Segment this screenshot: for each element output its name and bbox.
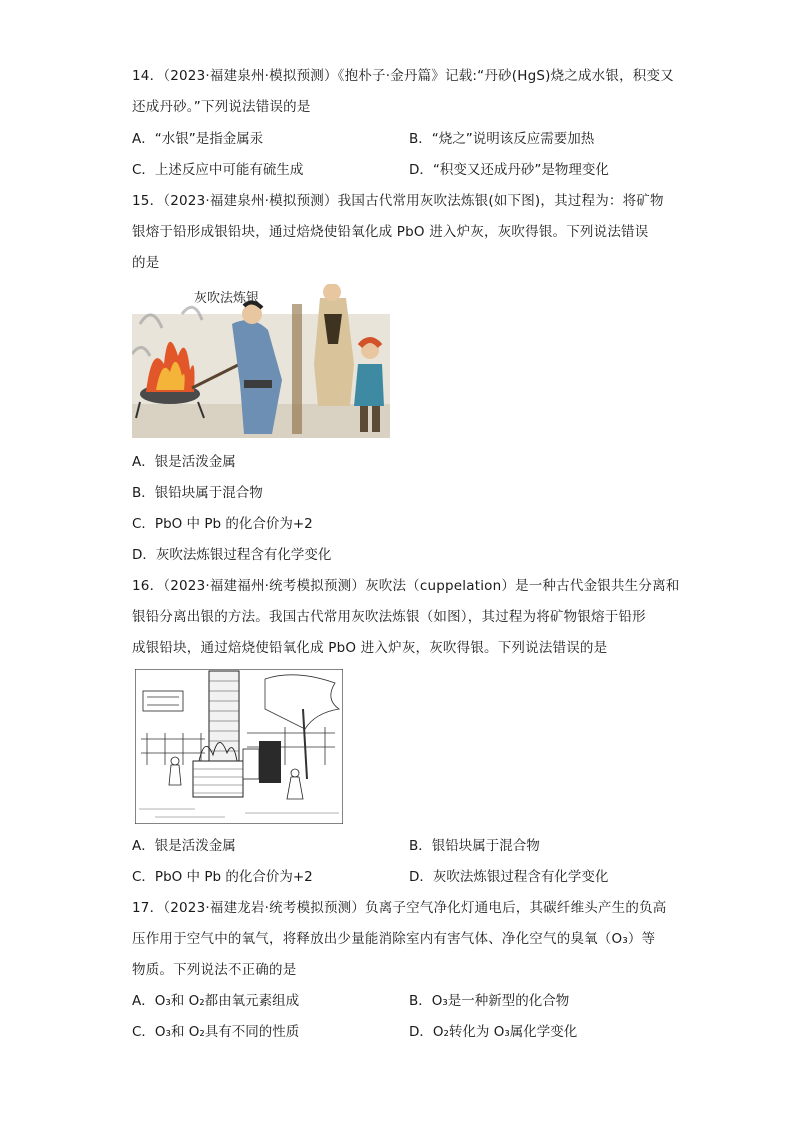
q17-stem-line2: 压作用于空气中的氧气，将释放出少量能消除室内有害气体、净化空气的臭氧（O₃）等 xyxy=(132,931,656,947)
q17-option-d: D．O₂转化为 O₃属化学变化 xyxy=(409,1024,578,1040)
q16-option-d: D．灰吹法炼银过程含有化学变化 xyxy=(409,869,609,885)
q17-stem-line1: 17．（2023·福建龙岩·统考模拟预测）负离子空气净化灯通电后，其碳纤维头产生的负高 xyxy=(132,900,667,916)
q14-option-b: B．“烧之”说明该反应需要加热 xyxy=(409,131,595,147)
q14-option-c: C．上述反应中可能有硫生成 xyxy=(132,162,304,178)
q14-stem-line2: 还成丹砂。”下列说法错误的是 xyxy=(132,99,311,115)
q15-stem-line1: 15．（2023·福建泉州·模拟预测）我国古代常用灰吹法炼银(如下图)，其过程为：将矿物 xyxy=(132,193,664,209)
q14-option-d: D．“积变又还成丹砂”是物理变化 xyxy=(409,162,609,178)
q15-figure-caption: 灰吹法炼银 xyxy=(194,291,260,306)
q16-figure-woodcut xyxy=(135,669,343,824)
q14-stem-line1: 14．（2023·福建泉州·模拟预测）《抱朴子·金丹篇》记载:“丹砂(HgS)烧之成水银，积变又 xyxy=(132,68,674,84)
q17-option-c: C．O₃和 O₂具有不同的性质 xyxy=(132,1024,300,1040)
q16-stem-line2: 银铅分离出银的方法。我国古代常用灰吹法炼银（如图），其过程为将矿物银熔于铅形 xyxy=(132,609,646,625)
q15-option-c: C．PbO 中 Pb 的化合价为+2 xyxy=(132,516,313,532)
q15-option-d: D．灰吹法炼银过程含有化学变化 xyxy=(132,547,332,563)
q17-option-a: A．O₃和 O₂都由氧元素组成 xyxy=(132,993,300,1009)
q16-stem-line3: 成银铅块，通过焙烧使铅氧化成 PbO 进入炉灰，灰吹得银。下列说法错误的是 xyxy=(132,640,608,656)
q14-option-a: A．“水银”是指金属汞 xyxy=(132,131,264,147)
q15-figure-silver-smelting xyxy=(132,284,390,438)
q17-stem-line3: 物质。下列说法不正确的是 xyxy=(132,962,297,978)
q16-stem-line1: 16．（2023·福建福州·统考模拟预测）灰吹法（cuppelation）是一种古代金银共生分离和 xyxy=(132,578,680,594)
q16-option-b: B．银铅块属于混合物 xyxy=(409,838,540,854)
q15-option-a: A．银是活泼金属 xyxy=(132,454,236,470)
q16-option-a: A．银是活泼金属 xyxy=(132,838,236,854)
q15-stem-line2: 银熔于铅形成银铅块，通过焙烧使铅氧化成 PbO 进入炉灰，灰吹得银。下列说法错误 xyxy=(132,224,649,240)
q16-option-c: C．PbO 中 Pb 的化合价为+2 xyxy=(132,869,313,885)
q15-option-b: B．银铅块属于混合物 xyxy=(132,485,263,501)
q15-stem-line3: 的是 xyxy=(132,255,160,271)
q17-option-b: B．O₃是一种新型的化合物 xyxy=(409,993,570,1009)
